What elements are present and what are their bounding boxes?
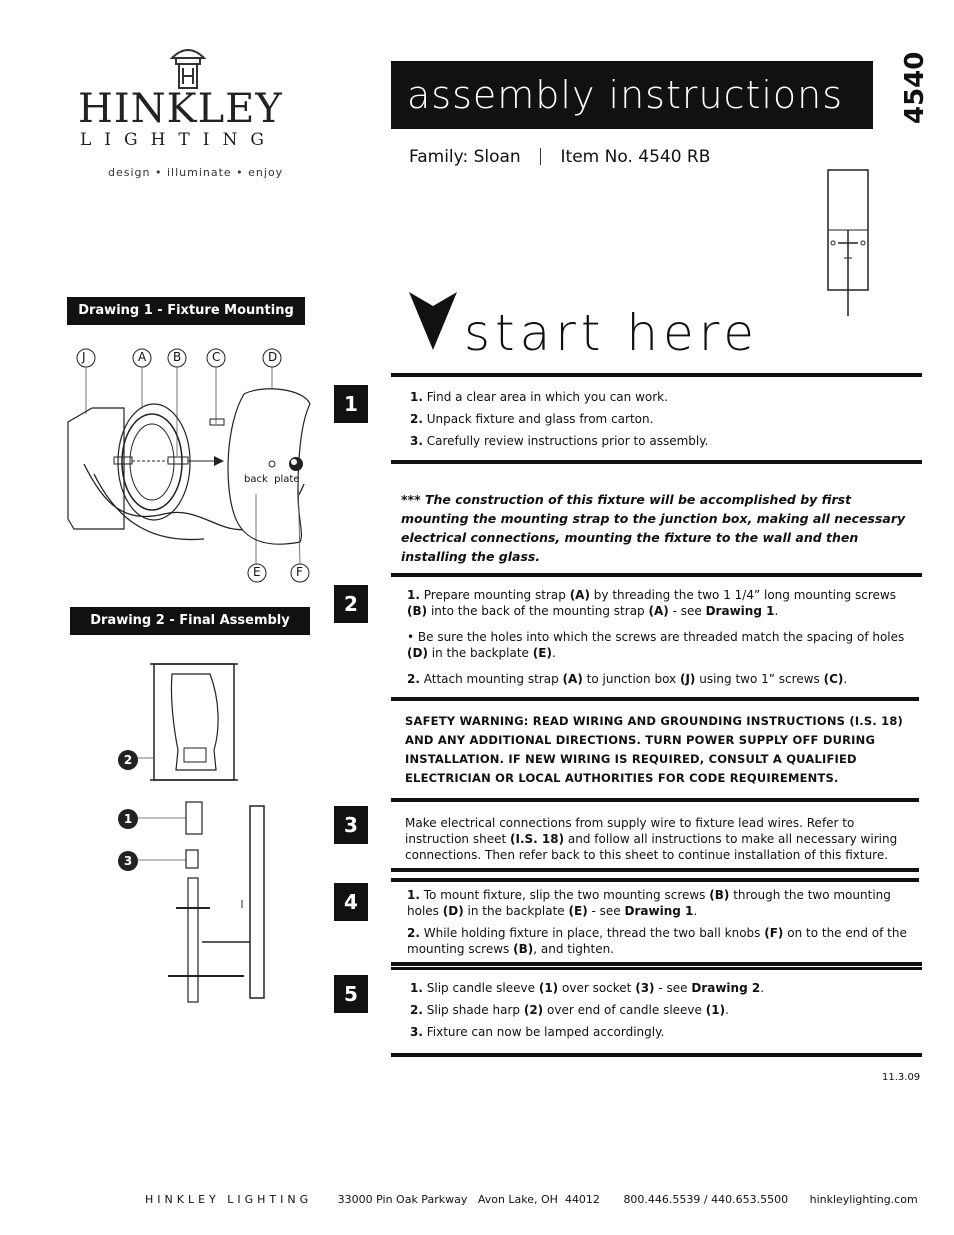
safety-warning: SAFETY WARNING: READ WIRING AND GROUNDING INSTRUCTIONS (I.S. 18) AND ANY ADDITIONAL DIRECTIONS. TURN POWER SUPPLY OFF DURING INSTALLATION. IF NEW WIRING IS REQUIRED, CONSULT A QUALIFIED ELECTRICIAN OR LOCAL AUTHORITIES FOR CODE REQUIREMENTS.	[405, 714, 903, 785]
callout-f: F	[296, 565, 303, 579]
drawing2-final-assembly	[110, 660, 280, 1010]
footer-address: 33000 Pin Oak Parkway Avon Lake, OH 44012	[337, 1193, 600, 1206]
backplate-label: back plate	[244, 474, 300, 485]
step1-bottom-rule	[391, 460, 922, 464]
step4-text: 1. To mount fixture, slip the two mounting screws (B) through the two mounting holes (D) in the backplate (E) - see Drawing 1. 2. While holding fixture in place, thread the two ball knobs (F) on to the end of the mounting screws (B), and tighten.	[407, 888, 907, 956]
callout-b: B	[173, 350, 182, 364]
family-item-line	[409, 147, 710, 167]
step5-text: 1. Slip candle sleeve (1) over socket (3) - see Drawing 2. 2. Slip shade harp (2) over end of candle sleeve (1). 3. Fixture can now be lamped accordingly.	[410, 981, 765, 1039]
drawing1-fixture-mounting	[64, 344, 328, 588]
step5-top-rule	[391, 967, 922, 970]
drawing1-label: Drawing 1 - Fixture Mounting	[67, 297, 305, 325]
step2-text: 1. Prepare mounting strap (A) by threading the two 1 1/4” long mounting screws (B) into the back of the mounting strap (A) - see Drawing 1. • Be sure the holes into which the screws are threaded match the spacing of holes (D) in the backplate (E). 2. Attach mounting strap (A) to junction box (J) using two 1” screws (C).	[407, 588, 905, 686]
callout-d: D	[268, 350, 278, 364]
page-title: assembly instructions	[391, 61, 873, 129]
item-number: Item No. 4540 RB	[560, 147, 711, 167]
brand-name: HINKLEY	[78, 86, 283, 132]
step1-text: 1. Find a clear area in which you can work. 2. Unpack fixture and glass from carton. 3. Carefully review instructions prior to assembly.	[410, 390, 709, 448]
footer-brand: HINKLEY LIGHTING	[145, 1193, 313, 1206]
footer-web[interactable]: hinkleylighting.com	[809, 1193, 918, 1206]
step4-bottom-rule	[391, 962, 922, 966]
brand-sub: LIGHTING	[80, 130, 277, 150]
part-2-label: 2	[123, 753, 133, 767]
brand-logo	[78, 44, 308, 184]
lantern-logo-icon	[166, 44, 210, 92]
footer	[145, 1193, 918, 1206]
part-3-badge	[118, 851, 138, 871]
step2-top-rule	[391, 573, 922, 577]
drawing2-label: Drawing 2 - Final Assembly	[70, 607, 310, 635]
callout-c: C	[212, 350, 221, 364]
step3-bottom-rule	[391, 868, 919, 872]
step3-number: 3	[334, 806, 368, 844]
footer-phone: 800.446.5539 / 440.653.5500	[623, 1193, 789, 1206]
construction-note: *** The construction of this fixture will be accomplished by first mounting the mounting strap to the junction box, making all necessary electrical connections, mounting the fixture to the wall and then installing the glass.	[401, 492, 906, 564]
start-here-heading: start here	[464, 304, 760, 362]
callout-j: J	[82, 350, 86, 364]
step5-number: 5	[334, 975, 368, 1013]
step3-text: Make electrical connections from supply wire to fixture lead wires. Refer to instruction sheet (I.S. 18) and follow all instructions to make all necessary wiring connections. Then refer back to this sheet to continue installation of this fixture.	[405, 816, 898, 862]
callout-e: E	[253, 565, 261, 579]
step1-number: 1	[334, 385, 368, 423]
model-number-vertical: 4540	[900, 51, 930, 124]
part-1-label: 1	[123, 812, 133, 826]
start-arrow-icon	[409, 292, 459, 352]
revision-date: 11.3.09	[882, 1072, 921, 1083]
family-name: Family: Sloan	[409, 147, 521, 167]
step2-bottom-rule	[391, 697, 919, 701]
step5-bottom-rule	[391, 1053, 922, 1057]
step4-top-rule	[391, 878, 919, 882]
separator	[540, 148, 541, 165]
part-3-label: 3	[123, 854, 133, 868]
step2-number: 2	[334, 585, 368, 623]
step3-top-rule	[391, 798, 919, 802]
callout-a: A	[138, 350, 147, 364]
part-2-badge	[118, 750, 138, 770]
fixture-thumbnail-icon	[820, 168, 876, 318]
part-1-badge	[118, 809, 138, 829]
step4-number: 4	[334, 883, 368, 921]
step1-top-rule	[391, 373, 922, 377]
tagline: design • illuminate • enjoy	[108, 166, 284, 179]
